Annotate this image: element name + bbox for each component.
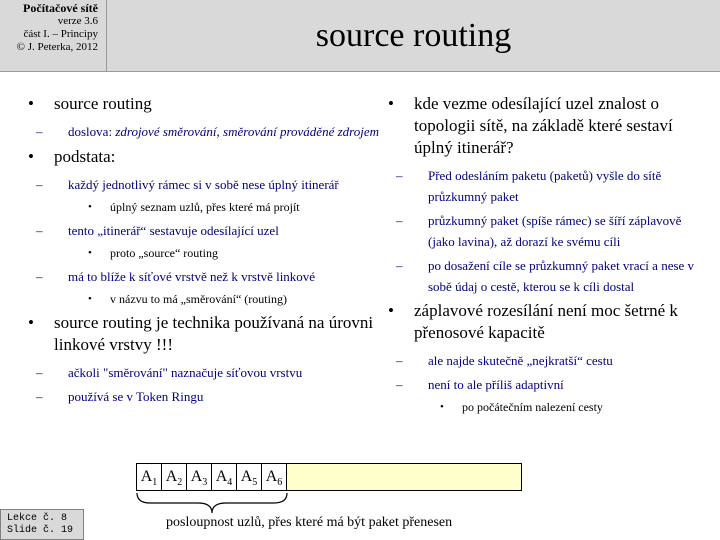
itinerary-node: $A_3$ — [187, 464, 212, 490]
detail-source-routing: • proto „source“ routing — [88, 244, 388, 262]
bullet-essence: • podstata: — [28, 146, 388, 168]
dash-marker: – — [396, 168, 403, 183]
slide-title: source routing — [315, 17, 512, 54]
sub-bullet-literal-meaning — [36, 121, 388, 142]
course-part: část I. – Principy — [23, 28, 98, 40]
sub-bullet-text: ale najde skutečně „nejkratší“ cestu — [428, 353, 613, 368]
dash-marker: – — [36, 124, 43, 139]
sub-bullet-text: tento „itinerář“ sestavuje odesílající uzel — [68, 223, 279, 238]
sub-bullet-token-ring — [36, 386, 388, 407]
detail-routing-name: • v názvu to má „směrování“ (routing) — [88, 290, 388, 308]
itinerary-node: $A_1$ — [137, 464, 162, 490]
left-column — [28, 93, 388, 410]
dash-marker: – — [36, 269, 43, 284]
dash-marker: – — [396, 258, 403, 273]
dash-marker: – — [36, 389, 43, 404]
sub-bullet-text: průzkumný paket (spíše rámec) se šíří záplavově (jako lavina), až dorazí ke svému cíli — [428, 213, 682, 249]
lesson-number: Lekce č. 8 — [7, 513, 68, 524]
bullet-link-layer-technique: • source routing je technika používaná na úrovni linkové vrstvy !!! — [28, 312, 388, 356]
literal-prefix: doslova: — [68, 124, 113, 139]
dash-marker: – — [396, 213, 403, 228]
sub-bullet-explorer-packet — [396, 165, 710, 207]
course-info-box — [0, 0, 107, 72]
itinerary-caption: posloupnost uzlů, přes které má být paket přenesen — [166, 515, 453, 530]
detail-node-list: • úplný seznam uzlů, přes které má projít — [88, 198, 388, 216]
curly-brace-icon — [136, 492, 288, 514]
itinerary-node: $A_4$ — [212, 464, 237, 490]
bullet-topology-question: • kde vezme odesílající uzel znalost o topologii sítě, na základě které sestaví úplný itinerář? — [388, 93, 710, 159]
sub-bullet-full-itinerary — [36, 174, 388, 195]
sub-bullet-text: každý jednotlivý rámec si v sobě nese úplný itinerář — [68, 177, 339, 192]
itinerary-node: $A_6$ — [262, 464, 287, 490]
bullet-source-routing: • source routing — [28, 93, 388, 115]
right-column — [388, 93, 710, 420]
course-title: Počítačové sítě — [23, 1, 98, 15]
sub-bullet-although-routing — [36, 362, 388, 383]
sub-bullet-flooding — [396, 210, 710, 252]
sub-bullet-text: není to ale příliš adaptivní — [428, 377, 564, 392]
sub-bullet-text: po dosažení cíle se průzkumný paket vrací a nese v sobě údaj o cestě, kterou se k cíli dostal — [428, 258, 695, 294]
slide-number: Slide č. 19 — [7, 525, 74, 536]
dash-marker: – — [396, 353, 403, 368]
sub-bullet-network-layer — [36, 266, 388, 287]
dash-marker: – — [36, 365, 43, 380]
sub-bullet-text: Před odesláním paketu (paketů) vyšle do sítě průzkumný paket — [428, 168, 662, 204]
sub-bullet-text: ačkoli "směrování" naznačuje síťovou vrstvu — [68, 365, 303, 380]
dash-marker: – — [396, 377, 403, 392]
dash-marker: – — [36, 177, 43, 192]
itinerary-box — [136, 463, 522, 491]
sub-bullet-shortest-path — [396, 350, 710, 371]
itinerary-node: $A_5$ — [237, 464, 262, 490]
dash-marker: – — [36, 223, 43, 238]
slide-footer — [0, 509, 84, 540]
sub-bullet-not-adaptive — [396, 374, 710, 395]
sub-bullet-return-path — [396, 255, 710, 297]
bullet-flooding-cost: • záplavové rozesílání není moc šetrné k přenosové kapacitě — [388, 300, 710, 344]
sub-bullet-text: používá se v Token Ringu — [68, 389, 204, 404]
literal-translation: zdrojové směrování, směrování prováděné zdrojem — [115, 124, 379, 139]
course-copyright: © J. Peterka, 2012 — [16, 41, 98, 53]
sub-bullet-sender-builds — [36, 220, 388, 241]
itinerary-node: $A_2$ — [162, 464, 187, 490]
course-version: verze 3.6 — [57, 15, 98, 27]
sub-bullet-text: má to blíže k síťové vrstvě než k vrstvě linkové — [68, 269, 316, 284]
detail-after-discovery: • po počátečním nalezení cesty — [440, 398, 710, 416]
